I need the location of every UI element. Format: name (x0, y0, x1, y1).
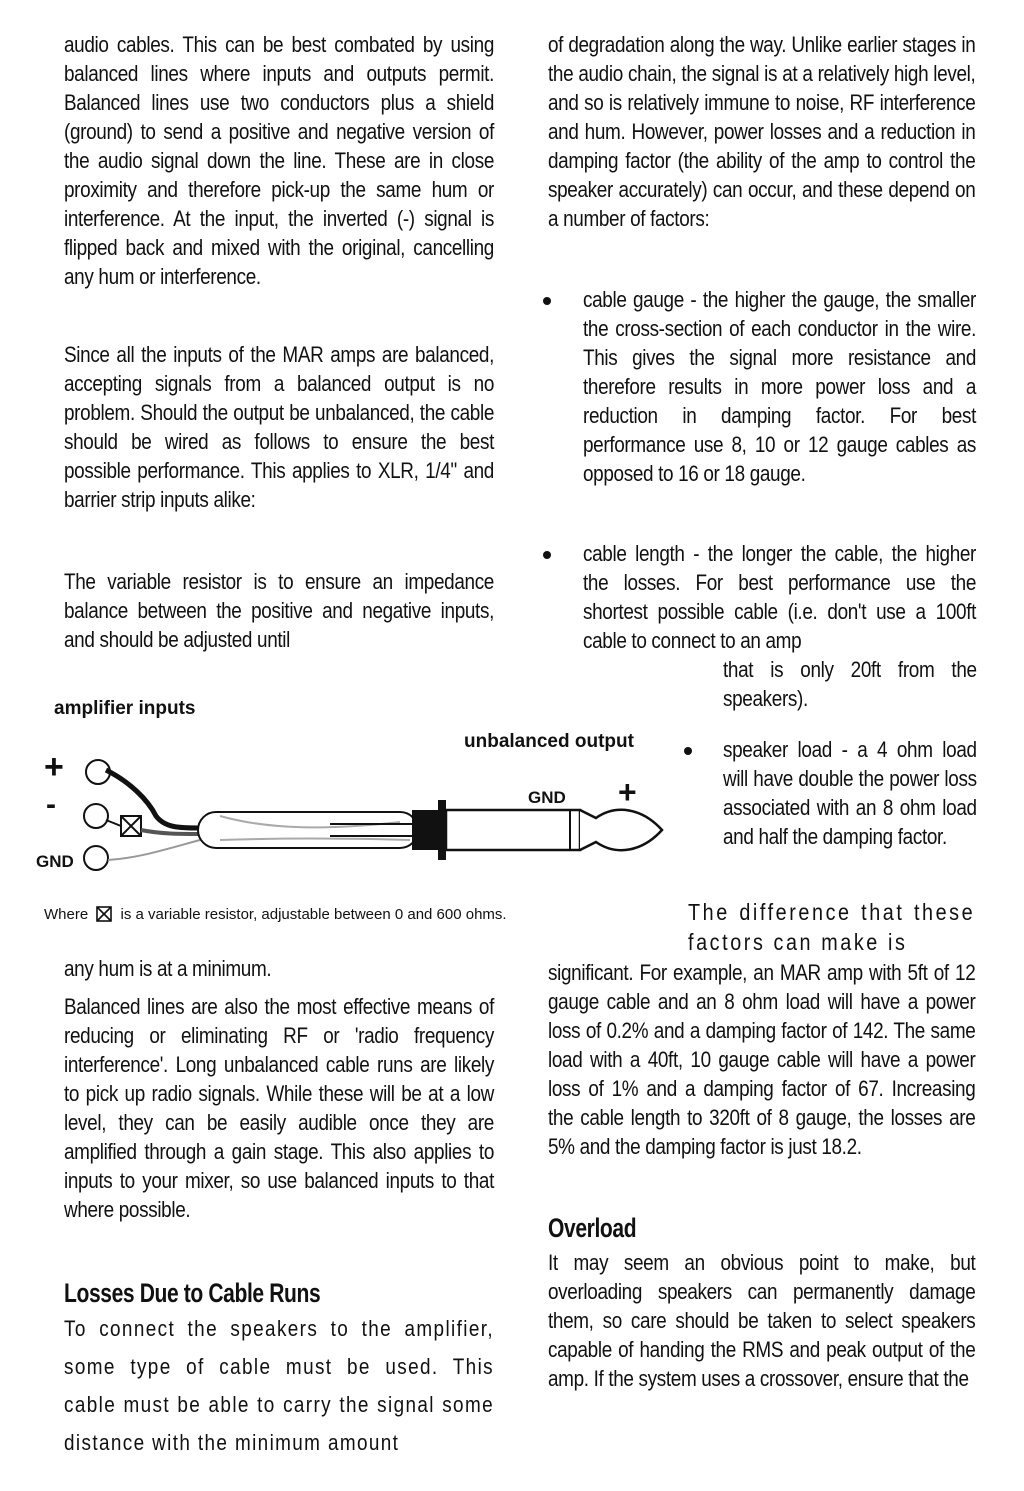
variable-resistor-icon (121, 816, 141, 836)
bullet-cable-length: cable length - the longer the cable, the higher the losses. For best performance use the shortest possible cable (i.e. don't use a 100ft cable to connect to an amp (583, 541, 977, 653)
gnd-output-label: GND (528, 788, 566, 807)
plug-tip (580, 810, 662, 850)
gnd-terminal (84, 846, 108, 870)
plus-output-label: + (618, 774, 637, 810)
resistor-symbol-icon (96, 906, 112, 922)
bullet-dot-1 (543, 297, 551, 305)
plug-shaft (446, 810, 580, 850)
bullet-dot-3 (684, 747, 692, 755)
wiring-diagram (30, 690, 680, 890)
left-paragraph-1: audio cables. This can be best combated by using balanced lines where inputs and outputs permit. Balanced lines use two conductors plus a shield (ground) to send a positive and negative version of the audio signal down the line. These are in close proximity and therefore pick-up the same hum or interference. At the input, the inverted (-) signal is flipped back and mixed with the original, cancelling any hum or interference. (64, 32, 494, 289)
cable-body (198, 812, 418, 848)
caption-before: Where (44, 906, 89, 923)
left-paragraph-4: any hum is at a minimum. (64, 956, 272, 981)
caption-after: is a variable resistor, adjustable between 0 and 600 ohms. (120, 906, 507, 923)
resistor-wire (106, 820, 121, 826)
bullet-cable-length-continued: that is only 20ft from the speakers). (723, 657, 977, 711)
right-paragraph-2: significant. For example, an MAR amp with 5ft of 12 gauge cable and an 8 ohm load will have a power loss of 0.2% and a damping factor of 142. The same load with a 40ft, 10 gauge cable will have a power loss of 1% and a damping factor of 67. Increasing the cable length to 320ft of 8 gauge, the losses are 5% and the damping factor is just 18.2. (548, 960, 976, 1159)
cold-wire (141, 830, 200, 834)
wiring-drawing (30, 690, 680, 890)
minus-input-label: - (46, 788, 56, 821)
diagram-caption (44, 905, 507, 925)
right-paragraph-3: It may seem an obvious point to make, but overloading speakers can permanently damage them, so care should be taken to select speakers capable of handing the RMS and peak output of the amp. If the system uses a crossover, ensure that the (548, 1250, 976, 1391)
left-paragraph-6: To connect the speakers to the amplifier, some type of cable must be used. This cable must be able to carry the signal some distance with the minimum amount (64, 1316, 494, 1455)
plug-collar (412, 810, 438, 850)
heading-overload: Overload (548, 1213, 637, 1243)
unbalanced-output-label: unbalanced output (464, 731, 634, 752)
plus-input-label: + (44, 748, 64, 786)
ground-wire (108, 840, 200, 860)
bullet-speaker-load: speaker load - a 4 ohm load will have double the power loss associated with an 8 ohm load and half the damping factor. (723, 737, 977, 849)
right-paragraph-1: of degradation along the way. Unlike earlier stages in the audio chain, the signal is at a relatively high level, and so is relatively immune to noise, RF interference and hum. However, power losses and a reduction in damping factor (the ability of the amp to control the speaker accurately) can occur, and these depend on a number of factors: (548, 32, 976, 231)
bullet-dot-2 (543, 551, 551, 559)
amplifier-inputs-label: amplifier inputs (54, 698, 196, 719)
bullet-cable-gauge: cable gauge - the higher the gauge, the smaller the cross-section of each conductor in the wire. This gives the signal more resistance and therefore results in more power loss and a reduction in damping factor. For best performance use 8, 10 or 12 gauge cables as opposed to 16 or 18 gauge. (583, 287, 977, 486)
gnd-input-label: GND (36, 852, 74, 871)
left-paragraph-2: Since all the inputs of the MAR amps are balanced, accepting signals from a balanced output is no problem. Should the output be unbalanced, the cable should be wired as follows to ensure the best possible performance. This applies to XLR, 1/4" and barrier strip inputs alike: (64, 342, 494, 512)
minus-terminal (84, 804, 108, 828)
right-paragraph-2-start: The difference that these factors can make is (688, 899, 976, 955)
left-paragraph-3: The variable resistor is to ensure an impedance balance between the positive and negative inputs, and should be adjusted until (64, 569, 494, 652)
heading-losses-due-to-cable-runs: Losses Due to Cable Runs (64, 1278, 321, 1308)
left-paragraph-5: Balanced lines are also the most effective means of reducing or eliminating RF or 'radio frequency interference'. Long unbalanced cable runs are likely to pick up radio signals. While these will be at a low level, they can be easily audible once they are amplified through a gain stage. This also applies to inputs to your mixer, so use balanced inputs to that where possible. (64, 994, 494, 1222)
